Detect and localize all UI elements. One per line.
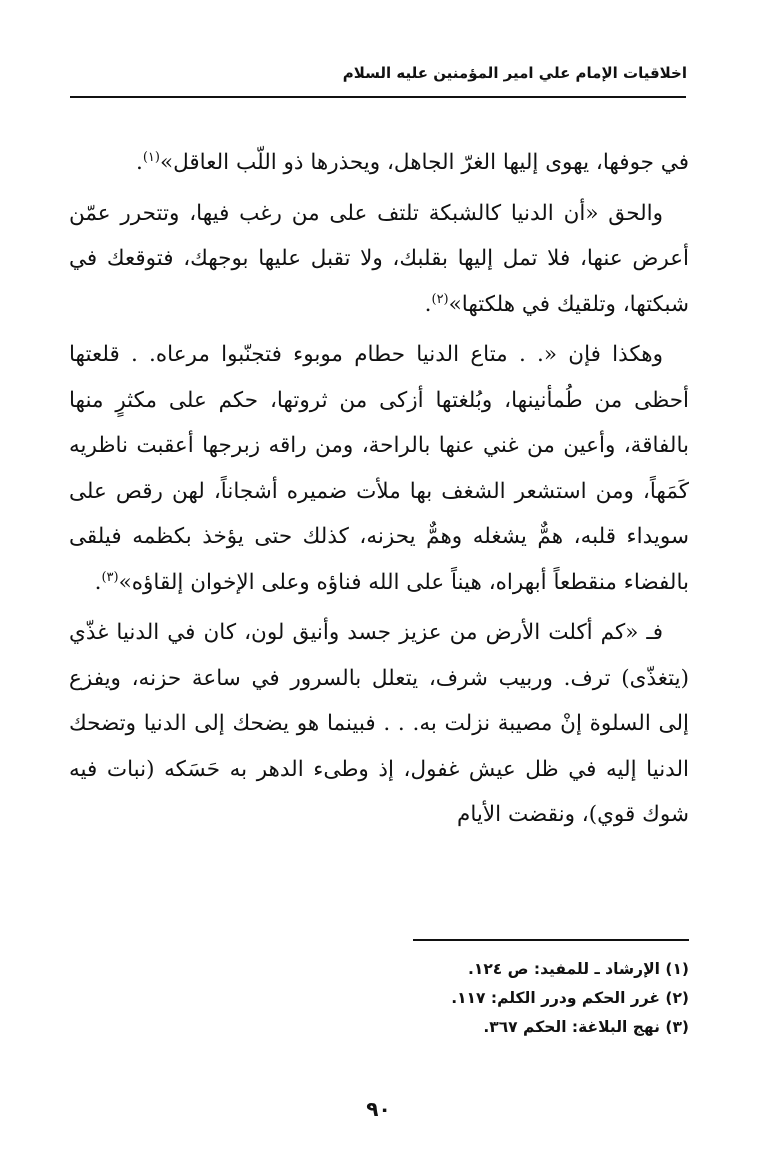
paragraph-1-text: في جوفها، يهوى إليها الغرّ الجاهل، ويحذرها ذو اللّب العاقل» bbox=[159, 150, 689, 175]
footnote-3: (٣) نهج البلاغة: الحكم ٣٦٧. bbox=[483, 1018, 689, 1036]
paragraph-2-text: والحق «أن الدنيا كالشبكة تلتف على من رغب فيها، وتتحرر عمّن أعرض عنها، فلا تمل إليها بقلبك، ولا تقبل عليها بوجهك، فتوقعك في شبكتها، وتلقيك في هلكتها» bbox=[69, 200, 689, 317]
paragraph-2 bbox=[69, 191, 689, 328]
header-divider bbox=[70, 96, 686, 98]
footnote-ref-2: (٢) bbox=[431, 291, 449, 307]
paragraph-1-end: . bbox=[135, 150, 143, 175]
paragraph-1 bbox=[69, 140, 689, 186]
footnote-1: (١) الإرشاد ـ للمفيد: ص ١٢٤. bbox=[467, 960, 689, 978]
paragraph-3 bbox=[69, 332, 689, 605]
paragraph-4-text: فـ «كم أكلت الأرض من عزيز جسد وأنيق لون، كان في الدنيا غذّي (يتغذّى) ترف. وربيب شرف، يتعلل بالسرور في ساعة حزنه، ويفزع إلى السلوة إنْ مصيبة نزلت به. . . فبينما هو يضحك إلى الدنيا وتضحك الدنيا إليه في ظل عيش غفول، إذ وطىء الدهر به حَسَكه (نبات فيه شوك قوي)، ونقضت الأيام bbox=[69, 620, 689, 827]
paragraph-3-end: . bbox=[94, 569, 102, 595]
paragraph-2-end: . bbox=[424, 291, 432, 317]
running-title: اخلاقيات الإمام علي امير المؤمنين عليه السلام bbox=[342, 64, 687, 82]
footnote-2: (٢) غرر الحكم ودرر الكلم: ١١٧. bbox=[451, 989, 689, 1007]
paragraph-4 bbox=[69, 610, 689, 838]
footnote-divider bbox=[413, 939, 689, 941]
page-number: ٩٠ bbox=[366, 1097, 391, 1121]
main-text bbox=[69, 140, 689, 838]
footnotes bbox=[289, 955, 689, 1042]
footnote-ref-1: (١) bbox=[142, 149, 160, 165]
footnote-ref-3: (٣) bbox=[101, 569, 119, 585]
paragraph-3-text: وهكذا فإن «. . متاع الدنيا حطام موبوء فتجنّبوا مرعاه. . قلعتها أحظى من طُمأنينها، وبُلغتها أزكى من ثروتها، حكم على مكثرٍ منها بالفاقة، وأعين من غني عنها بالراحة، ومن راقه زبرجها أعقبت ناظريه كَمَهاً، ومن استشعر الشغف بها ملأت ضميره أشجاناً، لهن رقص على سويداء قلبه، همٌّ يشغله وهمٌّ يحزنه، كذلك حتى يؤخذ بكظمه فيلقى بالفضاء منقطعاً أبهراه، هيناً على الله فناؤه وعلى الإخوان إلقاؤه» bbox=[69, 342, 689, 595]
